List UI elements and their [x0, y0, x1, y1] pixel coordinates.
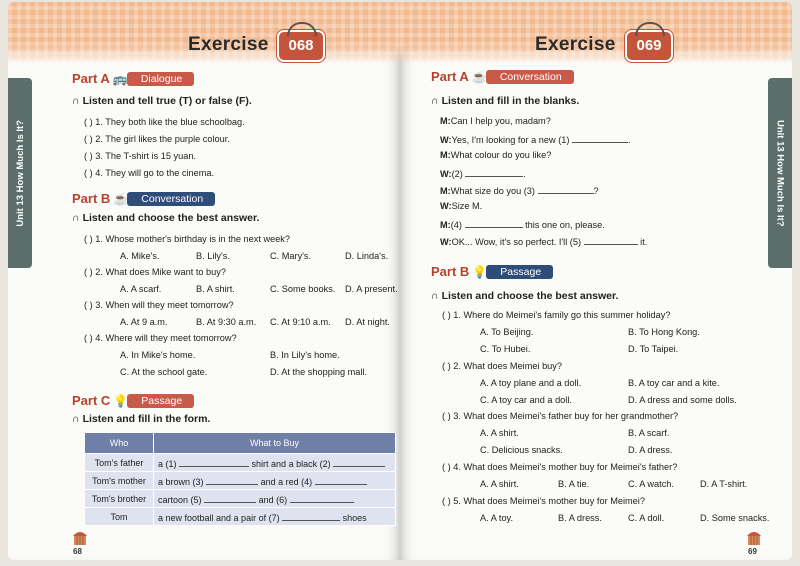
option: B. To Hong Kong.: [628, 327, 700, 337]
option: B. A tie.: [558, 479, 590, 489]
option: A. A toy plane and a doll.: [480, 378, 582, 388]
dialogue-line: [440, 167, 526, 179]
part-b-instruction: [431, 290, 618, 302]
exercise-number-badge: 068: [277, 30, 325, 62]
tf-item-3: ( ) 3. The T-shirt is 15 yuan.: [84, 151, 196, 161]
part-a-instruction: [431, 95, 579, 107]
part-a-tag: Conversation: [486, 70, 574, 84]
cell-text: and (6): [258, 494, 288, 505]
dialogue-line: [440, 201, 482, 211]
answer-blank[interactable]: [290, 493, 354, 503]
part-c-tag: Passage: [127, 394, 194, 408]
option: A. A shirt.: [480, 428, 519, 438]
unit-side-tab: [768, 78, 792, 268]
answer-blank[interactable]: [465, 218, 523, 228]
answer-blank[interactable]: [572, 133, 628, 143]
option: C. A doll.: [628, 513, 665, 523]
question-1: ( ) 1. Where do Meimei's family go this summer holiday?: [442, 310, 671, 320]
option: B. Lily's.: [196, 251, 230, 261]
speaker-label: M:: [440, 220, 451, 230]
fill-in-form-table: [84, 432, 396, 526]
option: A. A shirt.: [480, 479, 519, 489]
option: D. To Taipei.: [628, 344, 679, 354]
option: A. To Beijing.: [480, 327, 534, 337]
dialogue-line: [440, 116, 551, 126]
cell-text: cartoon (5): [158, 494, 202, 505]
cell-text: a (1): [158, 458, 177, 469]
option: D. Some snacks.: [700, 513, 770, 523]
left-page: [8, 2, 400, 560]
option: D. At the shopping mall.: [270, 367, 368, 377]
answer-blank[interactable]: [584, 235, 638, 245]
speaker-label: W:: [440, 201, 452, 211]
answer-blank[interactable]: [333, 457, 385, 467]
exercise-number-badge: 069: [625, 30, 673, 62]
speaker-label: W:: [440, 237, 452, 247]
dialogue-text: .: [628, 135, 631, 145]
cupcake-icon: [70, 528, 90, 546]
option: B. A shirt.: [196, 284, 235, 294]
right-page: [400, 2, 792, 560]
tf-item-4: ( ) 4. They will go to the cinema.: [84, 168, 215, 178]
table-row: [85, 508, 396, 526]
dialogue-text: ?: [593, 186, 599, 196]
part-a-label: Part A: [72, 71, 110, 86]
headphone-icon: ∩: [72, 212, 80, 224]
question-4: ( ) 4. Where will they meet tomorrow?: [84, 333, 237, 343]
option: A. A scarf.: [120, 284, 162, 294]
dialogue-line: [440, 235, 647, 247]
dialogue-line: [440, 150, 551, 160]
question-3: ( ) 3. When will they meet tomorrow?: [84, 300, 234, 310]
table-cell-who: Tom's mother: [85, 472, 154, 490]
cell-text: and a red (4): [260, 476, 313, 487]
table-header-row: [85, 433, 396, 454]
exercise-title: Exercise: [188, 34, 269, 55]
dialogue-text: (2): [451, 169, 463, 179]
option: B. A toy car and a kite.: [628, 378, 720, 388]
tf-item-2: ( ) 2. The girl likes the purple colour.: [84, 134, 230, 144]
answer-blank[interactable]: [282, 511, 340, 521]
exercise-title: Exercise: [535, 34, 616, 55]
dialogue-text: What colour do you like?: [450, 150, 552, 160]
part-a-instruction: [72, 95, 252, 107]
table-row: [85, 454, 396, 472]
answer-blank[interactable]: [206, 475, 258, 485]
part-c-instruction-text: Listen and fill in the form.: [82, 413, 211, 425]
table-cell-what: [154, 454, 396, 472]
option: C. A toy car and a doll.: [480, 395, 572, 405]
part-b-label: Part B: [431, 264, 470, 279]
answer-blank[interactable]: [315, 475, 367, 485]
cell-text: a new football and a pair of (7): [158, 512, 280, 523]
table-cell-what: [154, 508, 396, 526]
table-header-what: What to Buy: [154, 433, 396, 454]
option: B. At 9:30 a.m.: [196, 317, 257, 327]
question-2: ( ) 2. What does Mike want to buy?: [84, 267, 226, 277]
lightbulb-icon: 💡: [472, 264, 488, 279]
dialogue-line: [440, 133, 631, 145]
speaker-label: W:: [440, 135, 452, 145]
lightbulb-icon: 💡: [113, 393, 129, 408]
option: C. Mary's.: [270, 251, 312, 261]
table-cell-what: [154, 472, 396, 490]
option: C. At the school gate.: [120, 367, 208, 377]
cell-text: shirt and a black (2): [251, 458, 331, 469]
dialogue-text: OK... Wow, it's so perfect. I'll (5): [451, 237, 582, 247]
option: B. A scarf.: [628, 428, 670, 438]
part-a-instruction-text: Listen and fill in the blanks.: [441, 95, 580, 107]
dialogue-text: Size M.: [451, 201, 483, 211]
question-1: ( ) 1. Whose mother's birthday is in the next week?: [84, 234, 291, 244]
answer-blank[interactable]: [465, 167, 523, 177]
unit-side-tab: [8, 78, 32, 268]
dialogue-text: Can I help you, madam?: [450, 116, 551, 126]
part-b-instruction-text: Listen and choose the best answer.: [441, 290, 619, 302]
part-b-label: Part B: [72, 191, 111, 206]
table-cell-who: Tom's brother: [85, 490, 154, 508]
book-spread: [8, 2, 792, 560]
speaker-label: M:: [440, 186, 451, 196]
page-number: 68: [73, 547, 82, 556]
option: D. At night.: [345, 317, 390, 327]
part-c-instruction: [72, 413, 210, 425]
option: B. In Lily's home.: [270, 350, 340, 360]
unit-side-tab-label: Unit 13 How Much Is It?: [14, 119, 26, 227]
part-b-tag: Conversation: [127, 192, 215, 206]
dialogue-text: Yes, I'm looking for a new (1): [451, 135, 570, 145]
dialogue-line: [440, 184, 599, 196]
option: C. Delicious snacks.: [480, 445, 563, 455]
option: D. A dress and some dolls.: [628, 395, 737, 405]
answer-blank[interactable]: [204, 493, 256, 503]
table-cell-what: [154, 490, 396, 508]
option: D. A dress.: [628, 445, 673, 455]
question-5: ( ) 5. What does Meimei's mother buy for Meimei?: [442, 496, 645, 506]
part-c-heading: [72, 393, 194, 408]
option: D. A present.: [345, 284, 398, 294]
table-cell-who: Tom: [85, 508, 154, 526]
option: A. Mike's.: [120, 251, 160, 261]
teacup-icon: ☕: [471, 69, 487, 84]
dialogue-line: [440, 218, 605, 230]
headphone-icon: ∩: [431, 290, 439, 302]
dialogue-text: (4): [450, 220, 462, 230]
headphone-icon: ∩: [431, 95, 439, 107]
question-4: ( ) 4. What does Meimei's mother buy for Meimei's father?: [442, 462, 678, 472]
dialogue-text: What size do you (3): [450, 186, 535, 196]
option: A. In Mike's home.: [120, 350, 196, 360]
option: B. A dress.: [558, 513, 602, 523]
option: D. Linda's.: [345, 251, 389, 261]
tf-item-1: ( ) 1. They both like the blue schoolbag.: [84, 117, 245, 127]
headphone-icon: ∩: [72, 95, 80, 107]
table-row: [85, 472, 396, 490]
dialogue-text: this one on, please.: [525, 220, 605, 230]
question-3: ( ) 3. What does Meimei's father buy for her grandmother?: [442, 411, 679, 421]
cupcake-icon: [744, 528, 764, 546]
speaker-label: M:: [440, 150, 451, 160]
headphone-icon: ∩: [72, 413, 80, 425]
part-b-instruction: [72, 212, 259, 224]
table-row: [85, 490, 396, 508]
unit-side-tab-label: Unit 13 How Much Is It?: [774, 119, 786, 227]
option: D. A T-shirt.: [700, 479, 748, 489]
page-number: 69: [748, 547, 757, 556]
dialogue-text: .: [523, 169, 526, 179]
speaker-label: W:: [440, 169, 452, 179]
option: C. To Hubei.: [480, 344, 531, 354]
answer-blank[interactable]: [538, 184, 594, 194]
part-b-tag: Passage: [486, 265, 553, 279]
bus-icon: 🚌: [112, 71, 128, 86]
part-c-label: Part C: [72, 393, 111, 408]
part-a-label: Part A: [431, 69, 469, 84]
speaker-label: M:: [440, 116, 451, 126]
question-2: ( ) 2. What does Meimei buy?: [442, 361, 562, 371]
teacup-icon: ☕: [113, 191, 129, 206]
part-a-tag: Dialogue: [127, 72, 194, 86]
table-cell-who: Tom's father: [85, 454, 154, 472]
dialogue-text: it.: [640, 237, 648, 247]
table-header-who: Who: [85, 433, 154, 454]
answer-blank[interactable]: [179, 457, 249, 467]
option: C. A watch.: [628, 479, 674, 489]
cell-text: shoes: [342, 512, 367, 523]
part-b-heading: [72, 191, 215, 206]
cell-text: a brown (3): [158, 476, 204, 487]
option: C. At 9:10 a.m.: [270, 317, 331, 327]
option: A. A toy.: [480, 513, 514, 523]
part-a-instruction-text: Listen and tell true (T) or false (F).: [82, 95, 252, 107]
part-a-heading: [72, 71, 194, 86]
option: C. Some books.: [270, 284, 336, 294]
option: A. At 9 a.m.: [120, 317, 168, 327]
part-a-heading: [431, 69, 574, 84]
part-b-instruction-text: Listen and choose the best answer.: [82, 212, 260, 224]
part-b-heading: [431, 264, 553, 279]
